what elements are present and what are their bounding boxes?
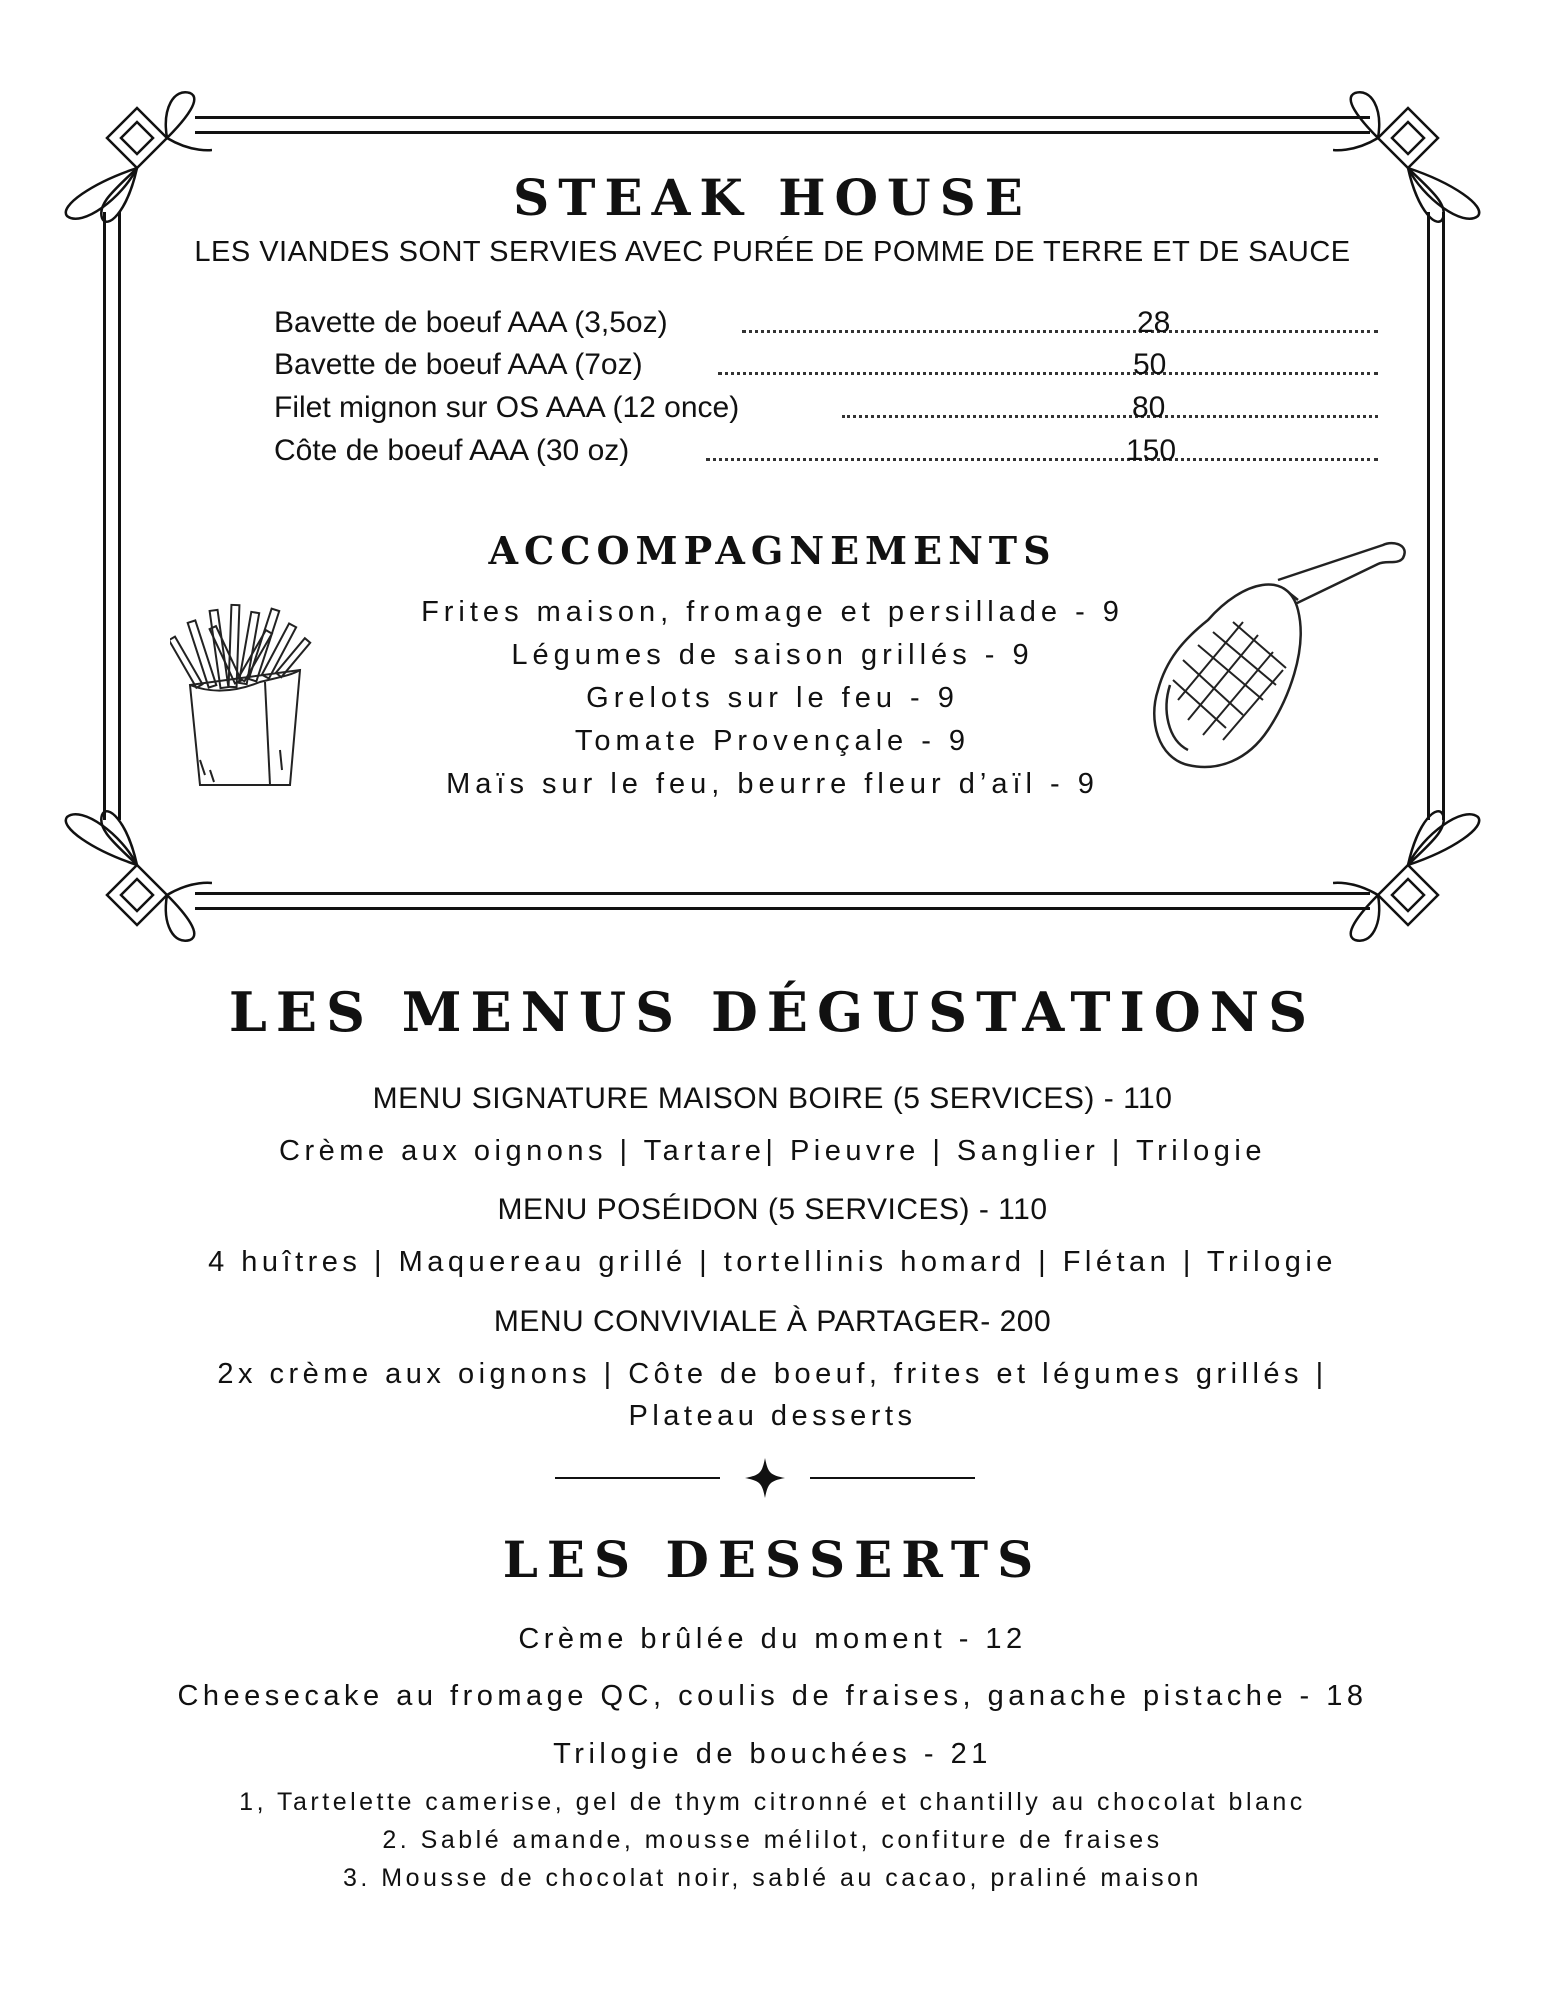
menu-heading: MENU CONVIVIALE À PARTAGER- 200 bbox=[493, 1305, 1052, 1338]
side-item: Tomate Provençale - 9 bbox=[574, 725, 971, 757]
side-item: Maïs sur le feu, beurre fleur d’aïl - 9 bbox=[446, 768, 1099, 800]
dot-leader bbox=[706, 458, 1378, 461]
dot-leader bbox=[718, 372, 1378, 375]
steakhouse-subtitle: LES VIANDES SONT SERVIES AVEC PURÉE DE POMME DE TERRE ET DE SAUCE bbox=[194, 236, 1351, 268]
menu-description: 4 huîtres | Maquereau grillé | tortellinis homard | Flétan | Trilogie bbox=[208, 1246, 1337, 1278]
side-item: Frites maison, fromage et persillade - 9 bbox=[421, 596, 1124, 628]
trilogy-item: 3. Mousse de chocolat noir, sablé au cacao, praliné maison bbox=[343, 1864, 1202, 1892]
menu-heading: MENU SIGNATURE MAISON BOIRE (5 SERVICES) - 110 bbox=[372, 1082, 1173, 1115]
side-item: Grelots sur le feu - 9 bbox=[586, 682, 959, 714]
tomahawk-steak-illustration-icon bbox=[1148, 540, 1413, 780]
dessert-item: Crème brûlée du moment - 12 bbox=[518, 1623, 1027, 1655]
frame-top-outer-line bbox=[195, 116, 1370, 119]
frame-top-inner-line bbox=[195, 131, 1370, 134]
item-name: Filet mignon sur OS AAA (12 once) bbox=[274, 391, 740, 424]
item-name: Bavette de boeuf AAA (7oz) bbox=[274, 348, 643, 381]
menu-description: 2x crème aux oignons | Côte de boeuf, frites et légumes grillés | bbox=[217, 1358, 1328, 1390]
dot-leader bbox=[742, 330, 1378, 333]
four-point-star-divider-icon bbox=[555, 1453, 975, 1503]
ornamental-corner-icon bbox=[1333, 795, 1483, 945]
item-price: 150 bbox=[1126, 434, 1177, 467]
menu-heading: MENU POSÉIDON (5 SERVICES) - 110 bbox=[497, 1193, 1048, 1226]
price-row bbox=[274, 348, 1174, 388]
item-name: Bavette de boeuf AAA (3,5oz) bbox=[274, 306, 668, 339]
price-row bbox=[274, 391, 1174, 431]
side-item: Légumes de saison grillés - 9 bbox=[511, 639, 1034, 671]
item-name: Côte de boeuf AAA (30 oz) bbox=[274, 434, 630, 467]
price-row bbox=[274, 434, 1177, 474]
desserts-title: LES DESSERTS bbox=[502, 1530, 1043, 1589]
frame-bottom-outer-line bbox=[195, 907, 1370, 910]
menu-description: Plateau desserts bbox=[628, 1400, 917, 1432]
dessert-item: Cheesecake au fromage QC, coulis de fraises, ganache pistache - 18 bbox=[177, 1680, 1368, 1712]
dessert-item: Trilogie de bouchées - 21 bbox=[553, 1738, 992, 1770]
menus-title: LES MENUS DÉGUSTATIONS bbox=[228, 980, 1317, 1044]
trilogy-item: 2. Sablé amande, mousse mélilot, confiture de fraises bbox=[382, 1826, 1163, 1854]
price-row bbox=[274, 306, 1174, 346]
menu-description: Crème aux oignons | Tartare| Pieuvre | Sanglier | Trilogie bbox=[279, 1135, 1266, 1167]
item-price: 28 bbox=[1137, 306, 1171, 339]
item-price: 80 bbox=[1132, 391, 1166, 424]
fries-illustration-icon bbox=[170, 600, 345, 790]
dot-leader bbox=[842, 415, 1378, 418]
ornamental-corner-icon bbox=[62, 795, 212, 945]
steakhouse-title: STEAK HOUSE bbox=[513, 168, 1032, 227]
accompagnements-title: ACCOMPAGNEMENTS bbox=[488, 528, 1057, 573]
item-price: 50 bbox=[1133, 348, 1167, 381]
trilogy-item: 1, Tartelette camerise, gel de thym citronné et chantilly au chocolat blanc bbox=[239, 1788, 1306, 1816]
frame-bottom-inner-line bbox=[195, 892, 1370, 895]
